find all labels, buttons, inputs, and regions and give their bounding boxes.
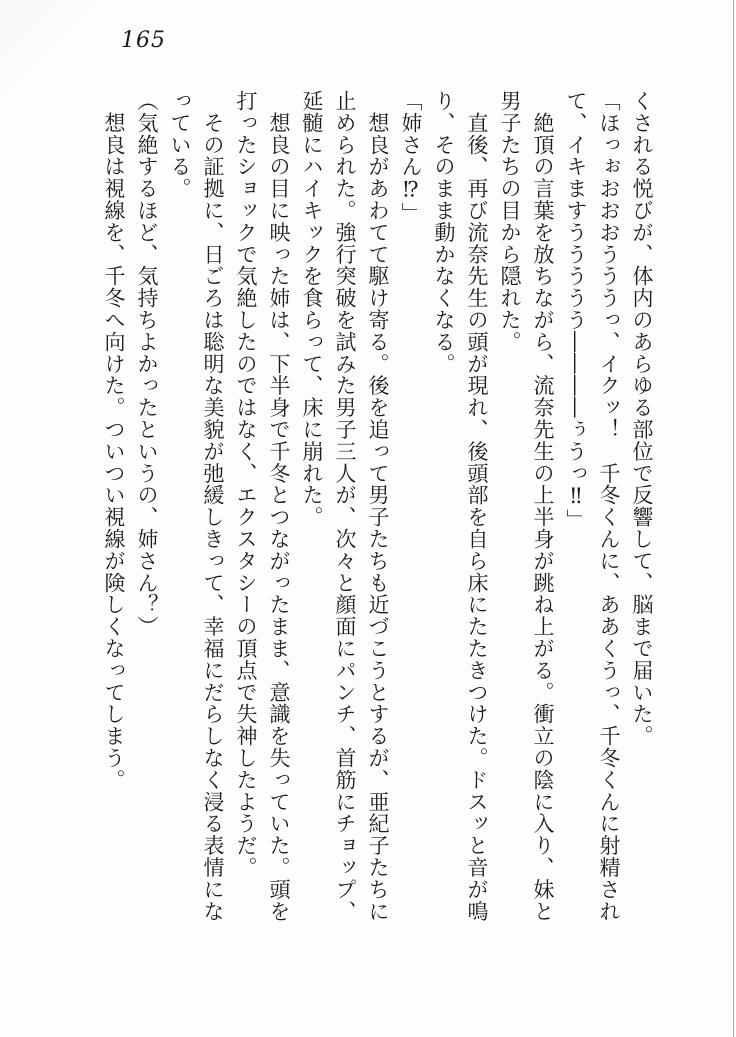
text-column: 想良は視線を、千冬へ向けた。ついつい視線が険しくなってしまう。 [102,90,126,791]
body-text [97,90,658,928]
text-column: て、イキますううううう――――ぅうっ‼」 [564,90,588,531]
text-column: っている。 [168,90,192,200]
text-column: り、そのまま動かなくなる。 [432,90,456,375]
text-column: 打ったショックで気絶したのではなく、エクスタシーの頂点で失神したようだ。 [234,90,258,879]
text-column: 止められた。強行突破を試みた男子三人が、次々と顔面にパンチ、首筋にチョップ、 [333,90,357,923]
text-column: 「ほっぉおおおうううっ、イクッ！ 千冬くんに、ああくうっ、千冬くんに射精され [597,90,621,923]
page-edge-line [733,0,735,1037]
text-column: 直後、再び流奈先生の頭が現れ、後頭部を自ら床にたたきつけた。ドスッと音が鳴 [465,90,489,923]
text-column: （気絶するほど、気持ちよかったというの、姉さん？） [135,90,159,638]
page-number: 165 [121,28,166,53]
text-column: 男子たちの目から隠れた。 [498,90,522,353]
text-column: 想良があわてて駆け寄る。後を追って男子たちも近づこうとするが、亜紀子たちに [366,90,390,923]
text-column: くされる悦びが、体内のあらゆる部位で反響して、脳まで届いた。 [630,90,654,747]
text-column: 「姉さん⁉」 [399,90,423,225]
text-column: 想良の目に映った姉は、下半身で千冬とつながったまま、意識を失っていた。頭を [267,90,291,923]
text-column: その証拠に、日ごろは聡明な美貌が弛緩しきって、幸福にだらしなく浸る表情にな [201,90,225,923]
text-column: 延髄にハイキックを食らって、床に崩れた。 [300,90,324,528]
text-column: 絶頂の言葉を放ちながら、流奈先生の上半身が跳ね上がる。衝立の陰に入り、妹と [531,90,555,923]
